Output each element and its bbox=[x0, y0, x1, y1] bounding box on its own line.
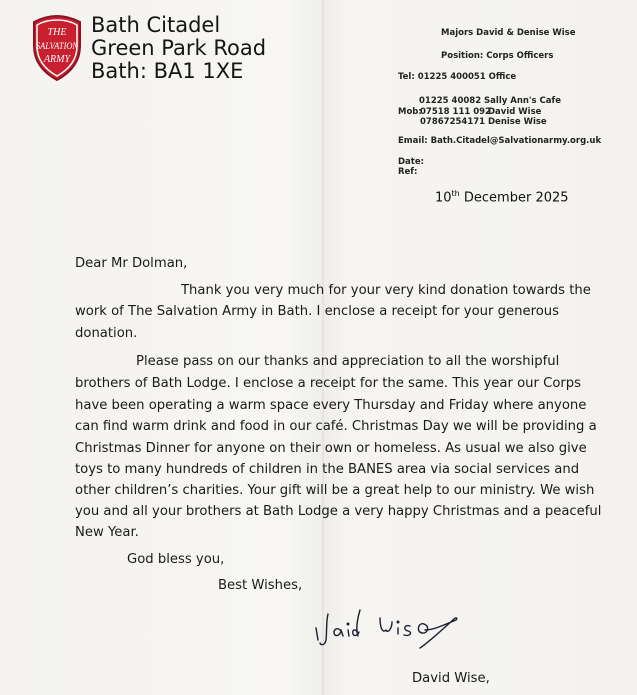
body-line: other children’s charities. Your gift will be a great help to our ministry. We wish bbox=[75, 483, 595, 498]
organisation-address bbox=[91, 14, 266, 83]
body-line: New Year. bbox=[75, 525, 139, 540]
closing: Best Wishes, bbox=[218, 578, 303, 593]
body-line: donation. bbox=[75, 326, 138, 341]
email-address: Email: Bath.Citadel@Salvationarmy.org.uk bbox=[398, 136, 602, 146]
body-line: brothers of Bath Lodge. I enclose a receipt for the same. This year our Corps bbox=[75, 376, 582, 391]
logo-text-army: ARMY bbox=[43, 54, 71, 65]
office-phone: Tel: 01225 400051 Office bbox=[398, 72, 517, 82]
address-line-2: Green Park Road bbox=[91, 36, 267, 60]
body-line: Thank you very much for your very kind donation towards the bbox=[181, 283, 591, 298]
officers-names: Majors David & Denise Wise bbox=[441, 28, 576, 38]
body-line: work of The Salvation Army in Bath. I enclose a receipt for your generous bbox=[75, 304, 560, 319]
cafe-phone: 01225 40082 Sally Ann's Cafe bbox=[419, 96, 561, 106]
paper-fold bbox=[322, 0, 324, 695]
officers-position: Position: Corps Officers bbox=[441, 51, 554, 61]
logo-text-salvation: SALVATION bbox=[36, 42, 79, 52]
salutation: Dear Mr Dolman, bbox=[75, 256, 188, 271]
date-rest: December 2025 bbox=[459, 190, 569, 206]
body-line: Please pass on our thanks and appreciation to all the worshipful bbox=[136, 354, 560, 369]
mobile-label: Mob: bbox=[398, 107, 422, 117]
ref-label: Ref: bbox=[398, 167, 418, 177]
date-label: Date: bbox=[398, 157, 425, 167]
mobile-number-denise: 07867254171 bbox=[420, 117, 486, 127]
logo-text-the: THE bbox=[47, 27, 67, 38]
body-line: can find warm drink and food in our café. Christmas Day we will be providing a bbox=[75, 419, 597, 434]
address-line-1: Bath Citadel bbox=[91, 13, 221, 37]
letter-date bbox=[435, 189, 569, 205]
handwritten-signature bbox=[310, 600, 470, 660]
mobile-number-david: 07518 111 092 bbox=[420, 107, 491, 117]
body-line: you and all your brothers at Bath Lodge a very happy Christmas and a peaceful bbox=[75, 504, 602, 519]
body-line: toys to many hundreds of children in the BANES area via social services and bbox=[75, 462, 580, 477]
mobile-numbers bbox=[398, 107, 547, 127]
address-line-3: Bath: BA1 1XE bbox=[91, 59, 244, 83]
body-line: have been operating a warm space every Thursday and Friday where anyone bbox=[75, 398, 587, 413]
salvation-army-shield-logo bbox=[28, 14, 86, 82]
mobile-name-denise: Denise Wise bbox=[488, 117, 547, 127]
body-line: Christmas Dinner for anyone on their own or homeless. As usual we also give bbox=[75, 441, 587, 456]
date-suffix: th bbox=[451, 189, 460, 198]
date-day: 10 bbox=[435, 190, 452, 206]
signatory-name: David Wise, bbox=[412, 671, 490, 686]
blessing: God bless you, bbox=[127, 552, 225, 567]
mobile-name-david: David Wise bbox=[488, 107, 542, 117]
